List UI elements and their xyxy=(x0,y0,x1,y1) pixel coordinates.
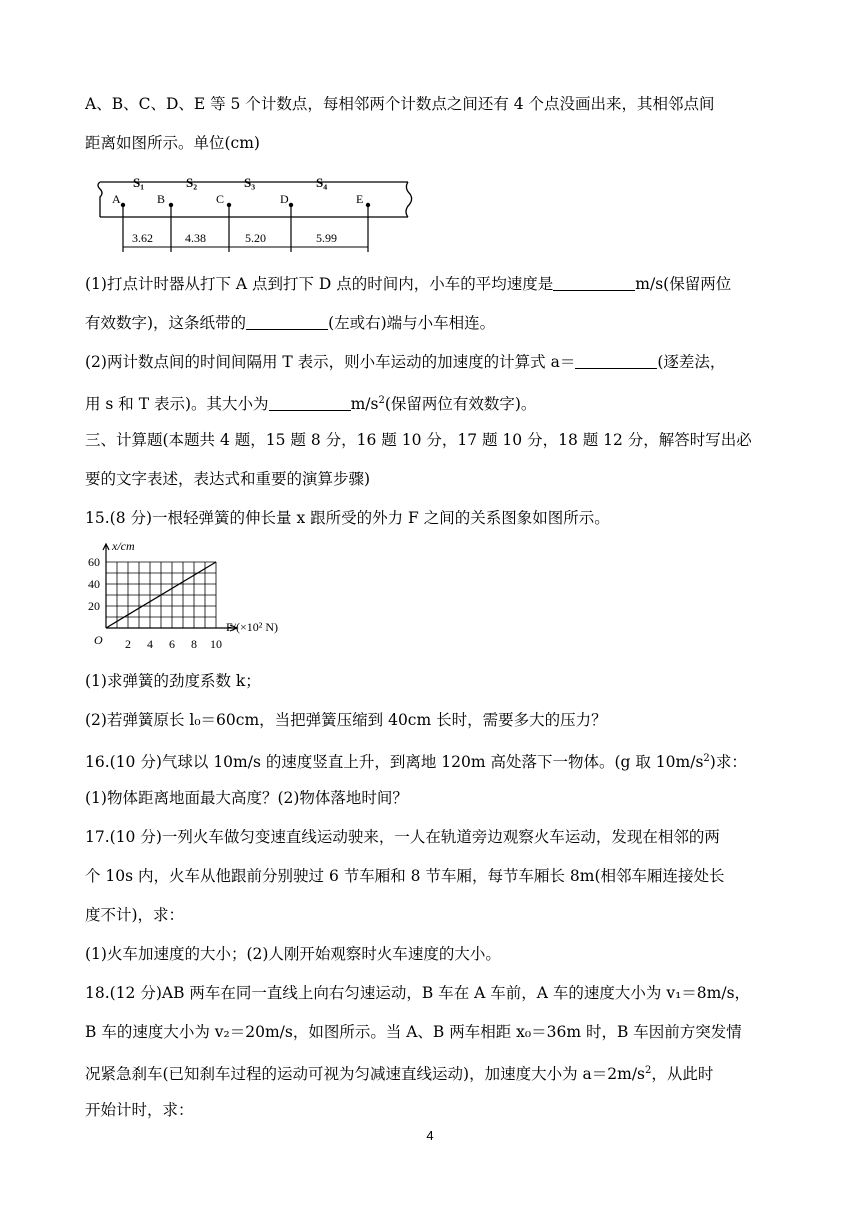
point-label: A xyxy=(112,192,121,206)
distance-label: 3.62 xyxy=(132,231,153,245)
point-label: B xyxy=(157,192,166,206)
question-line: (1)物体距离地面最大高度？(2)物体落地时间？ xyxy=(85,789,408,807)
page-number: 4 xyxy=(426,1128,434,1143)
answer-blank[interactable] xyxy=(269,396,351,411)
problem-17: 17.(10 分)一列火车做匀变速直线运动驶来，一人在轨道旁边观察火车运动，发现在相邻的两 xyxy=(85,828,720,846)
x-tick-label: 6 xyxy=(169,637,175,651)
answer-blank[interactable] xyxy=(553,276,635,291)
y-tick-label: 40 xyxy=(88,577,100,591)
question-line: (1)打点计时器从打下 A 点到打下 D 点的时间内，小车的平均速度是 m/s(保留两位 xyxy=(85,275,732,293)
question-line: 用 s 和 T 表示)。其大小为 $m/s^2$(保留两位有效数字)。 xyxy=(85,395,537,414)
paper-tape-figure xyxy=(88,172,428,262)
question-line: (2)若弹簧原长 l₀＝60cm，当把弹簧压缩到 40cm 长时，需要多大的压力？ xyxy=(85,711,607,729)
question-line: 有效数字)，这条纸带的 (左或右)端与小车相连。 xyxy=(85,314,496,332)
problem-17: 度不计)，求： xyxy=(85,906,185,924)
segment-label: S₂ xyxy=(186,175,198,190)
problem-17: 个 10s 内，火车从他跟前分别驶过 6 节车厢和 8 节车厢，每节车厢长 8m(相邻车厢连接处长 xyxy=(85,867,725,885)
distance-label: 5.99 xyxy=(316,231,337,245)
point-label: C xyxy=(216,192,225,206)
distance-label: 4.38 xyxy=(185,231,206,245)
question-line: (2)两计数点间的时间间隔用 T 表示，则小车运动的加速度的计算式 a＝ (逐差法， xyxy=(85,353,726,371)
y-tick-label: 20 xyxy=(88,599,100,613)
problem-18: B 车的速度大小为 v₂＝20m/s，如图所示。当 A、B 两车相距 x₀＝36m 时，B 车因前方突发情 xyxy=(85,1023,742,1041)
answer-blank[interactable] xyxy=(575,354,657,369)
question-line: (1)火车加速度的大小；(2)人刚开始观察时火车速度的大小。 xyxy=(85,945,501,963)
problem-18: 18.(12 分)AB 两车在同一直线上向右匀速运动，B 车在 A 车前，A 车的速度大小为 v₁＝8m/s， xyxy=(85,984,751,1002)
problem-18: 开始计时，求： xyxy=(85,1101,194,1119)
spring-graph xyxy=(86,540,316,655)
y-tick-label: 60 xyxy=(88,555,100,569)
problem-15: 15.(8 分)一根轻弹簧的伸长量 x 跟所受的外力 F 之间的关系图象如图所示。 xyxy=(85,509,610,527)
x-tick-label: 10 xyxy=(210,637,222,651)
answer-blank[interactable] xyxy=(246,315,328,330)
y-axis-label: x/cm xyxy=(112,540,135,553)
segment-label: S₃ xyxy=(244,175,256,190)
text-line: A、B、C、D、E 等 5 个计数点，每相邻两个计数点之间还有 4 个点没画出来，其相邻点间 xyxy=(85,95,715,113)
point-label: E xyxy=(356,192,364,206)
x-tick-label: 4 xyxy=(147,637,153,651)
segment-label: S₄ xyxy=(316,175,328,190)
problem-16: 16.(10 分)气球以 10m/s 的速度竖直上升，到离地 120m 高处落下一物体。(g 取 $10m/s^2$)求： xyxy=(85,753,747,772)
section-heading: 要的文字表述，表达式和重要的演算步骤) xyxy=(85,470,371,488)
question-line: (1)求弹簧的劲度系数 k； xyxy=(85,672,261,690)
segment-label: S₁ xyxy=(133,175,145,190)
x-axis-label: F/(×10² N) xyxy=(226,620,279,634)
text-line: 距离如图所示。单位(cm) xyxy=(85,134,260,152)
x-tick-label: 8 xyxy=(191,637,197,651)
origin-label: O xyxy=(94,633,103,647)
point-label: D xyxy=(280,192,289,206)
x-tick-label: 2 xyxy=(125,637,131,651)
distance-label: 5.20 xyxy=(245,231,266,245)
section-heading: 三、计算题(本题共 4 题，15 题 8 分，16 题 10 分，17 题 10 分，18 题 12 分，解答时写出必 xyxy=(85,431,752,449)
problem-18: 况紧急刹车(已知刹车过程的运动可视为匀减速直线运动)，加速度大小为 $a=2m/s^2$，从此时 xyxy=(85,1065,714,1084)
